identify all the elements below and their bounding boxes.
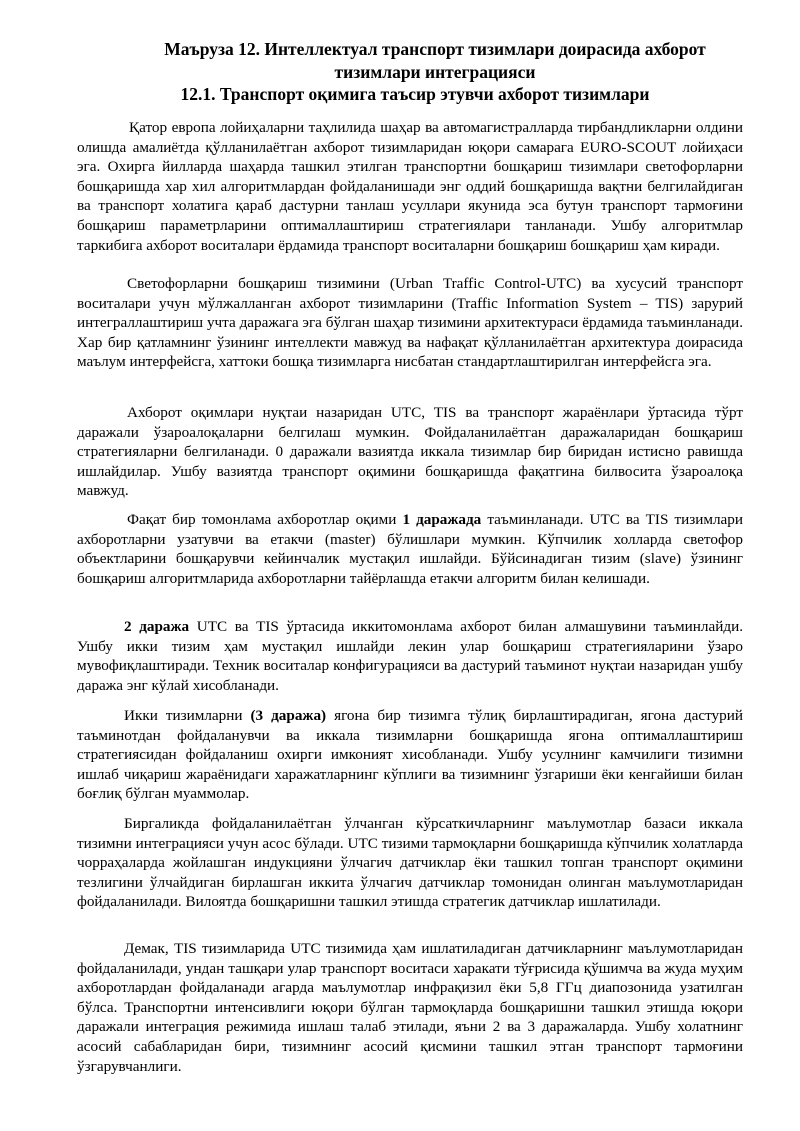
paragraph-2: Светофорларни бошқариш тизимини (Urban Traffic Control-UTC) ва хусусий транспорт воситалари учун мўлжалланган ахборот тизимларини (Traffic Information System – TIS) зарурий интеграллаштириш учта даражага эга бўлган шаҳар тизимини архитектураси ёрдамида таъминланади. Хар бир қатламнинг ўзининг интеллекти мавжуд ва нафақат қўлланилаётган архитектура доирасида маълум интерфейсга, хаттоки бошқа тизимларга нисбатан стандартлаштирилган интерфейсга эга. [77,275,743,371]
paragraph-7: Биргаликда фойдаланилаётган ўлчанган кўрсаткичларнинг маълумотлар базаси иккала тизимни интеграцияси учун асос бўлади. UTC тизими тармоқларни бошқаришда кўпчилик холатларда чорраҳаларда жойлашган индукцияни ўлчагич датчиклар ёки ташкил топган транспорт оқимини тезлигини ўлчайдиган бирлашган иккита ўлчагич датчиклар томонидан олинган маълумотларидан фойдаланилади. Вилоятда бошқаришни ташкил этишда стратегик датчиклар ишлатилади. [77,815,743,911]
paragraph-3: Ахборот оқимлари нуқтаи назаридан UTC, TIS ва транспорт жараёнлари ўртасида тўрт даражали ўзароалоқаларни белгилаш мумкин. Фойдаланилаётган даражаларидан бошқариш стратегияларни белгиланади. 0 даражали вазиятда иккала тизимлар бир биридан истисно равишда ишлайдилар. Ушбу вазиятда транспорт оқимини бошқаришда фақатгина билвосита ўзароалоқа мавжуд. [77,404,743,500]
lecture-title: Маъруза 12. Интеллектуал транспорт тизимлари доирасида ахборот тизимлари интеграцияси [164,39,706,82]
paragraph-6 [77,706,743,804]
paragraph-6-text-start: Икки тизимларни [124,707,251,724]
paragraph-5-text: UTC ва TIS ўртасида иккитомонлама ахборот билан алмашувини таъминлайди. Ушбу икки тизим ҳам мустақил ишлайди лекин улар бошқариш стратегияларини ўзаро мувофиқлаштиради. Техник воситалар конфигурацияси ва дастурий таъминот нуқтаи назаридан ушбу даража энг кўлай хисобланади. [77,618,743,694]
section-title: 12.1. Транспорт оқимига таъсир этувчи ахборот тизимлари [180,84,650,104]
paragraph-4-text-start: Фақат бир томонлама ахборотлар оқими [127,511,403,528]
paragraph-4-text-end: таъминланади. UTC ва TIS тизимлари ахборотларни узатувчи ва етакчи (master) бўлишлари мумкин. Кўпчилик холларда светофор объектларини бошқарувчи кейинчалик мустақил ишлайди. Бўйсинадиган тизим (slave) ўзининг бошқариш алгоритмларида ахборотларни тайёрлашда етакчи алгоритм билан келишади. [77,511,743,587]
paragraph-8: Демак, TIS тизимларида UTC тизимида ҳам ишлатиладиган датчикларнинг маълумотларидан фойдаланилади, ундан ташқари улар транспорт воситаси харакати тўғрисида қўшимча ва жуда муҳим ахборотлардан фойдаланади агарда маълумотлар инфрақизил ёки 5,8 ГГц диапозонида узатилган бўлса. Транспортни интенсивлиги юқори бўлган тармоқларда бошқаришни ташкил этишда юқори даражали интеграция режимида ишлаш талаб этилади, яъни 2 ва 3 даражаларда. Ушбу холатнинг асосий сабабларидан бири, тизимнинг асосий қисмини ташкил этган транспорт тармоғини ўзгарувчанлиги. [77,940,743,1075]
paragraph-1: Қатор европа лойиҳаларни таҳлилида шаҳар ва автомагистралларда тирбандликларни олдини олишда амалиётда қўлланилаётган ахборот тизимларидан юқори самарага EURO-SCOUT лойиҳаси эга. Охирга йилларда шаҳарда ташкил этилган транспортни бошқариш тизимлари светофорларни бошқаришда хар хил алгоритмлардан фойдаланишади энг оддий бошқаришда вақтни белгилайдиган ва транспорт холатига қараб дастурни танлаш усуллари якунида эса бутун транспорт тармоғини бошқариш параметрларини оптималлаштириш стратегиялари танланади. Ушбу алгоритмлар таркибига ахборот воситалари ёрдамида транспорт воситаларни бошқариш бошқариш ҳам киради. [77,119,743,254]
level-3-term: (3 даража) [250,707,327,724]
paragraph-5 [77,617,743,695]
level-2-term: 2 даража [124,618,190,635]
level-1-term: 1 даражада [402,511,482,528]
paragraph-6-text-end: ягона бир тизимга тўлиқ бирлаштирадиган, ягона дастурий таъминотдан фойдаланувчи ва иккала тизимларни бошқаришда ягона оптималлаштириш стратегиясидан фойдаланиш охирги имконият хисобланади. Ушбу усулнинг камчилиги тизимни ишлаб чиқариш жараёнидаги харажатларнинг кўплиги ва тизимнинг ўзгариши ёки кенгайиши билан боғлиқ бўлган муаммолар. [77,707,743,803]
paragraph-4 [77,510,743,588]
